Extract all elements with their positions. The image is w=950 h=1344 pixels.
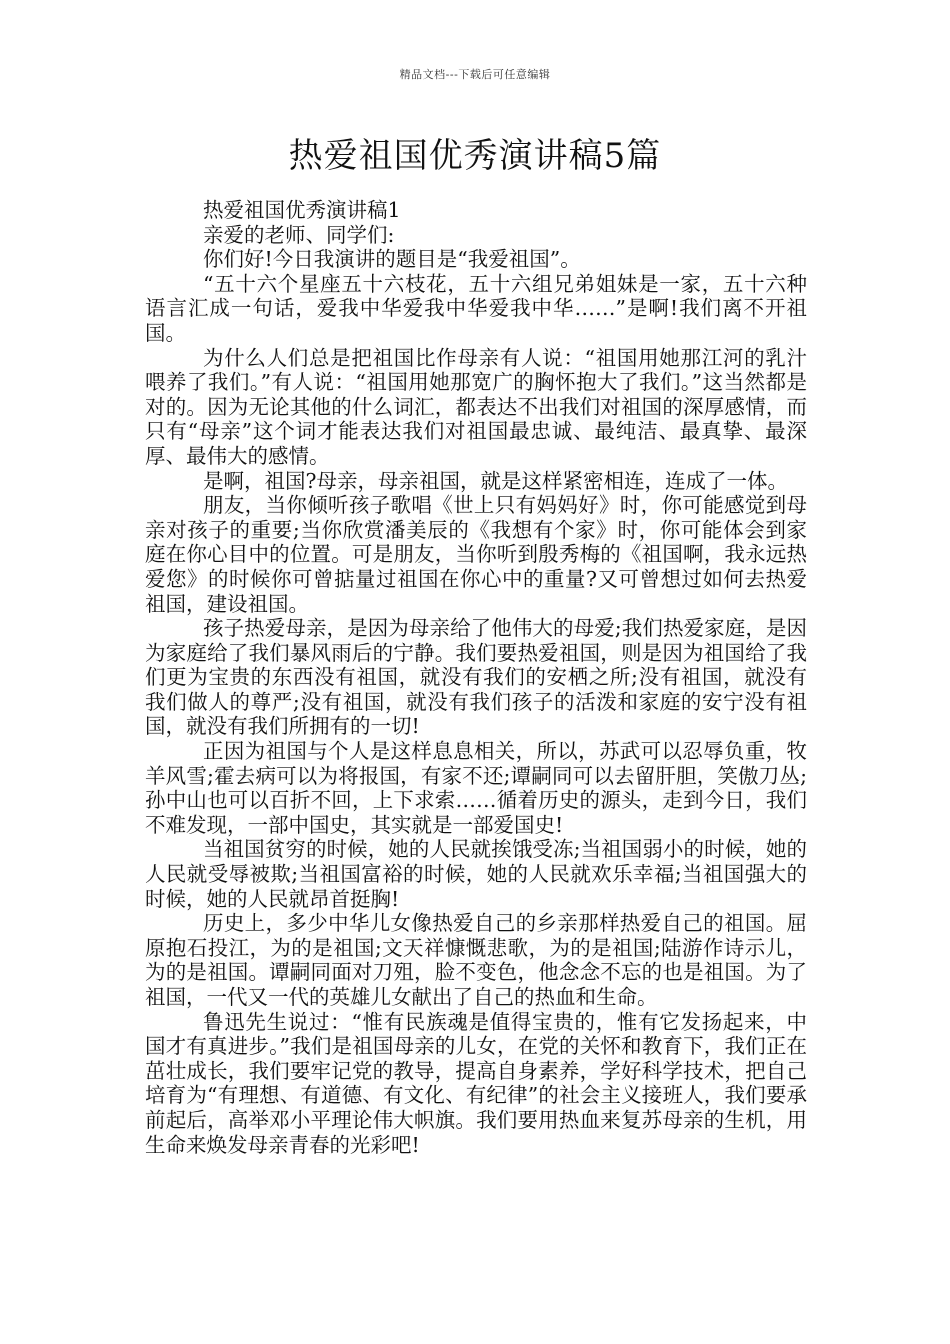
subtitle-line: 热爱祖国优秀演讲稿1 (203, 198, 401, 222)
document-body (145, 198, 807, 1157)
paragraph: 是啊，祖国?母亲，母亲祖国，就是这样紧密相连，连成了一体。 (203, 468, 788, 493)
paragraph: “五十六个星座五十六枝花，五十六组兄弟姐妹是一家，五十六种语言汇成一句话，爱我中华爱我中华爱我中华……”是啊!我们离不开祖国。 (145, 271, 807, 345)
paragraph: 为什么人们总是把祖国比作母亲有人说：“祖国用她那江河的乳汁喂养了我们。”有人说：“祖国用她那宽广的胸怀抱大了我们。”这当然都是对的。因为无论其他的什么词汇，都表达不出我们对祖国的深厚感情，而只有“母亲”这个词才能表达我们对祖国最忠诚、最纯洁、最真挚、最深厚、最伟大的感情。 (145, 345, 807, 468)
document-title: 热爱祖国优秀演讲稿5篇 (288, 136, 662, 176)
paragraph: 孩子热爱母亲，是因为母亲给了他伟大的母爱;我们热爱家庭，是因为家庭给了我们暴风雨后的宁静。我们要热爱祖国，则是因为祖国给了我们更为宝贵的东西没有祖国，就没有我们的安栖之所;没有祖国，就没有我们做人的尊严;没有祖国，就没有我们孩子的活泼和家庭的安宁没有祖国，就没有我们所拥有的一切! (145, 616, 807, 739)
paragraph: 你们好!今日我演讲的题目是“我爱祖国”。 (203, 247, 581, 272)
paragraph: 鲁迅先生说过：“惟有民族魂是值得宝贵的，惟有它发扬起来，中国才有真进步。”我们是祖国母亲的儿女，在党的关怀和教育下，我们正在茁壮成长，我们要牢记党的教导，提高自身素养，学好科学技术，把自己培育为“有理想、有道德、有文化、有纪律”的社会主义接班人，我们要承前起后，高举邓小平理论伟大帜旗。我们要用热血来复苏母亲的生机，用生命来焕发母亲青春的光彩吧! (145, 1009, 807, 1157)
paragraph: 当祖国贫穷的时候，她的人民就挨饿受冻;当祖国弱小的时候，她的人民就受辱被欺;当祖国富裕的时候，她的人民就欢乐幸福;当祖国强大的时候，她的人民就昂首挺胸! (145, 837, 807, 911)
paragraph: 朋友，当你倾听孩子歌唱《世上只有妈妈好》时，你可能感觉到母亲对孩子的重要;当你欣赏潘美辰的《我想有个家》时，你可能体会到家庭在你心目中的位置。可是朋友，当你听到殷秀梅的《祖国啊，我永远热爱您》的时候你可曾掂量过祖国在你心中的重量?又可曾想过如何去热爱祖国，建设祖国。 (145, 493, 807, 616)
paragraph: 正因为祖国与个人是这样息息相关，所以，苏武可以忍辱负重，牧羊风雪;霍去病可以为将报国，有家不还;谭嗣同可以去留肝胆，笑傲刀丛;孙中山也可以百折不回，上下求索……循着历史的源头，走到今日，我们不难发现，一部中国史，其实就是一部爱国史! (145, 739, 807, 837)
salutation: 亲爱的老师、同学们: (203, 222, 395, 247)
paragraph: 历史上，多少中华儿女像热爱自己的乡亲那样热爱自己的祖国。屈原抱石投江，为的是祖国;文天祥慷慨悲歌，为的是祖国;陆游作诗示儿，为的是祖国。谭嗣同面对刀殂，脸不变色，他念念不忘的也是祖国。为了祖国，一代又一代的英雄儿女献出了自己的热血和生命。 (145, 911, 807, 1009)
header-note: 精品文档---下载后可任意编辑 (399, 68, 551, 81)
